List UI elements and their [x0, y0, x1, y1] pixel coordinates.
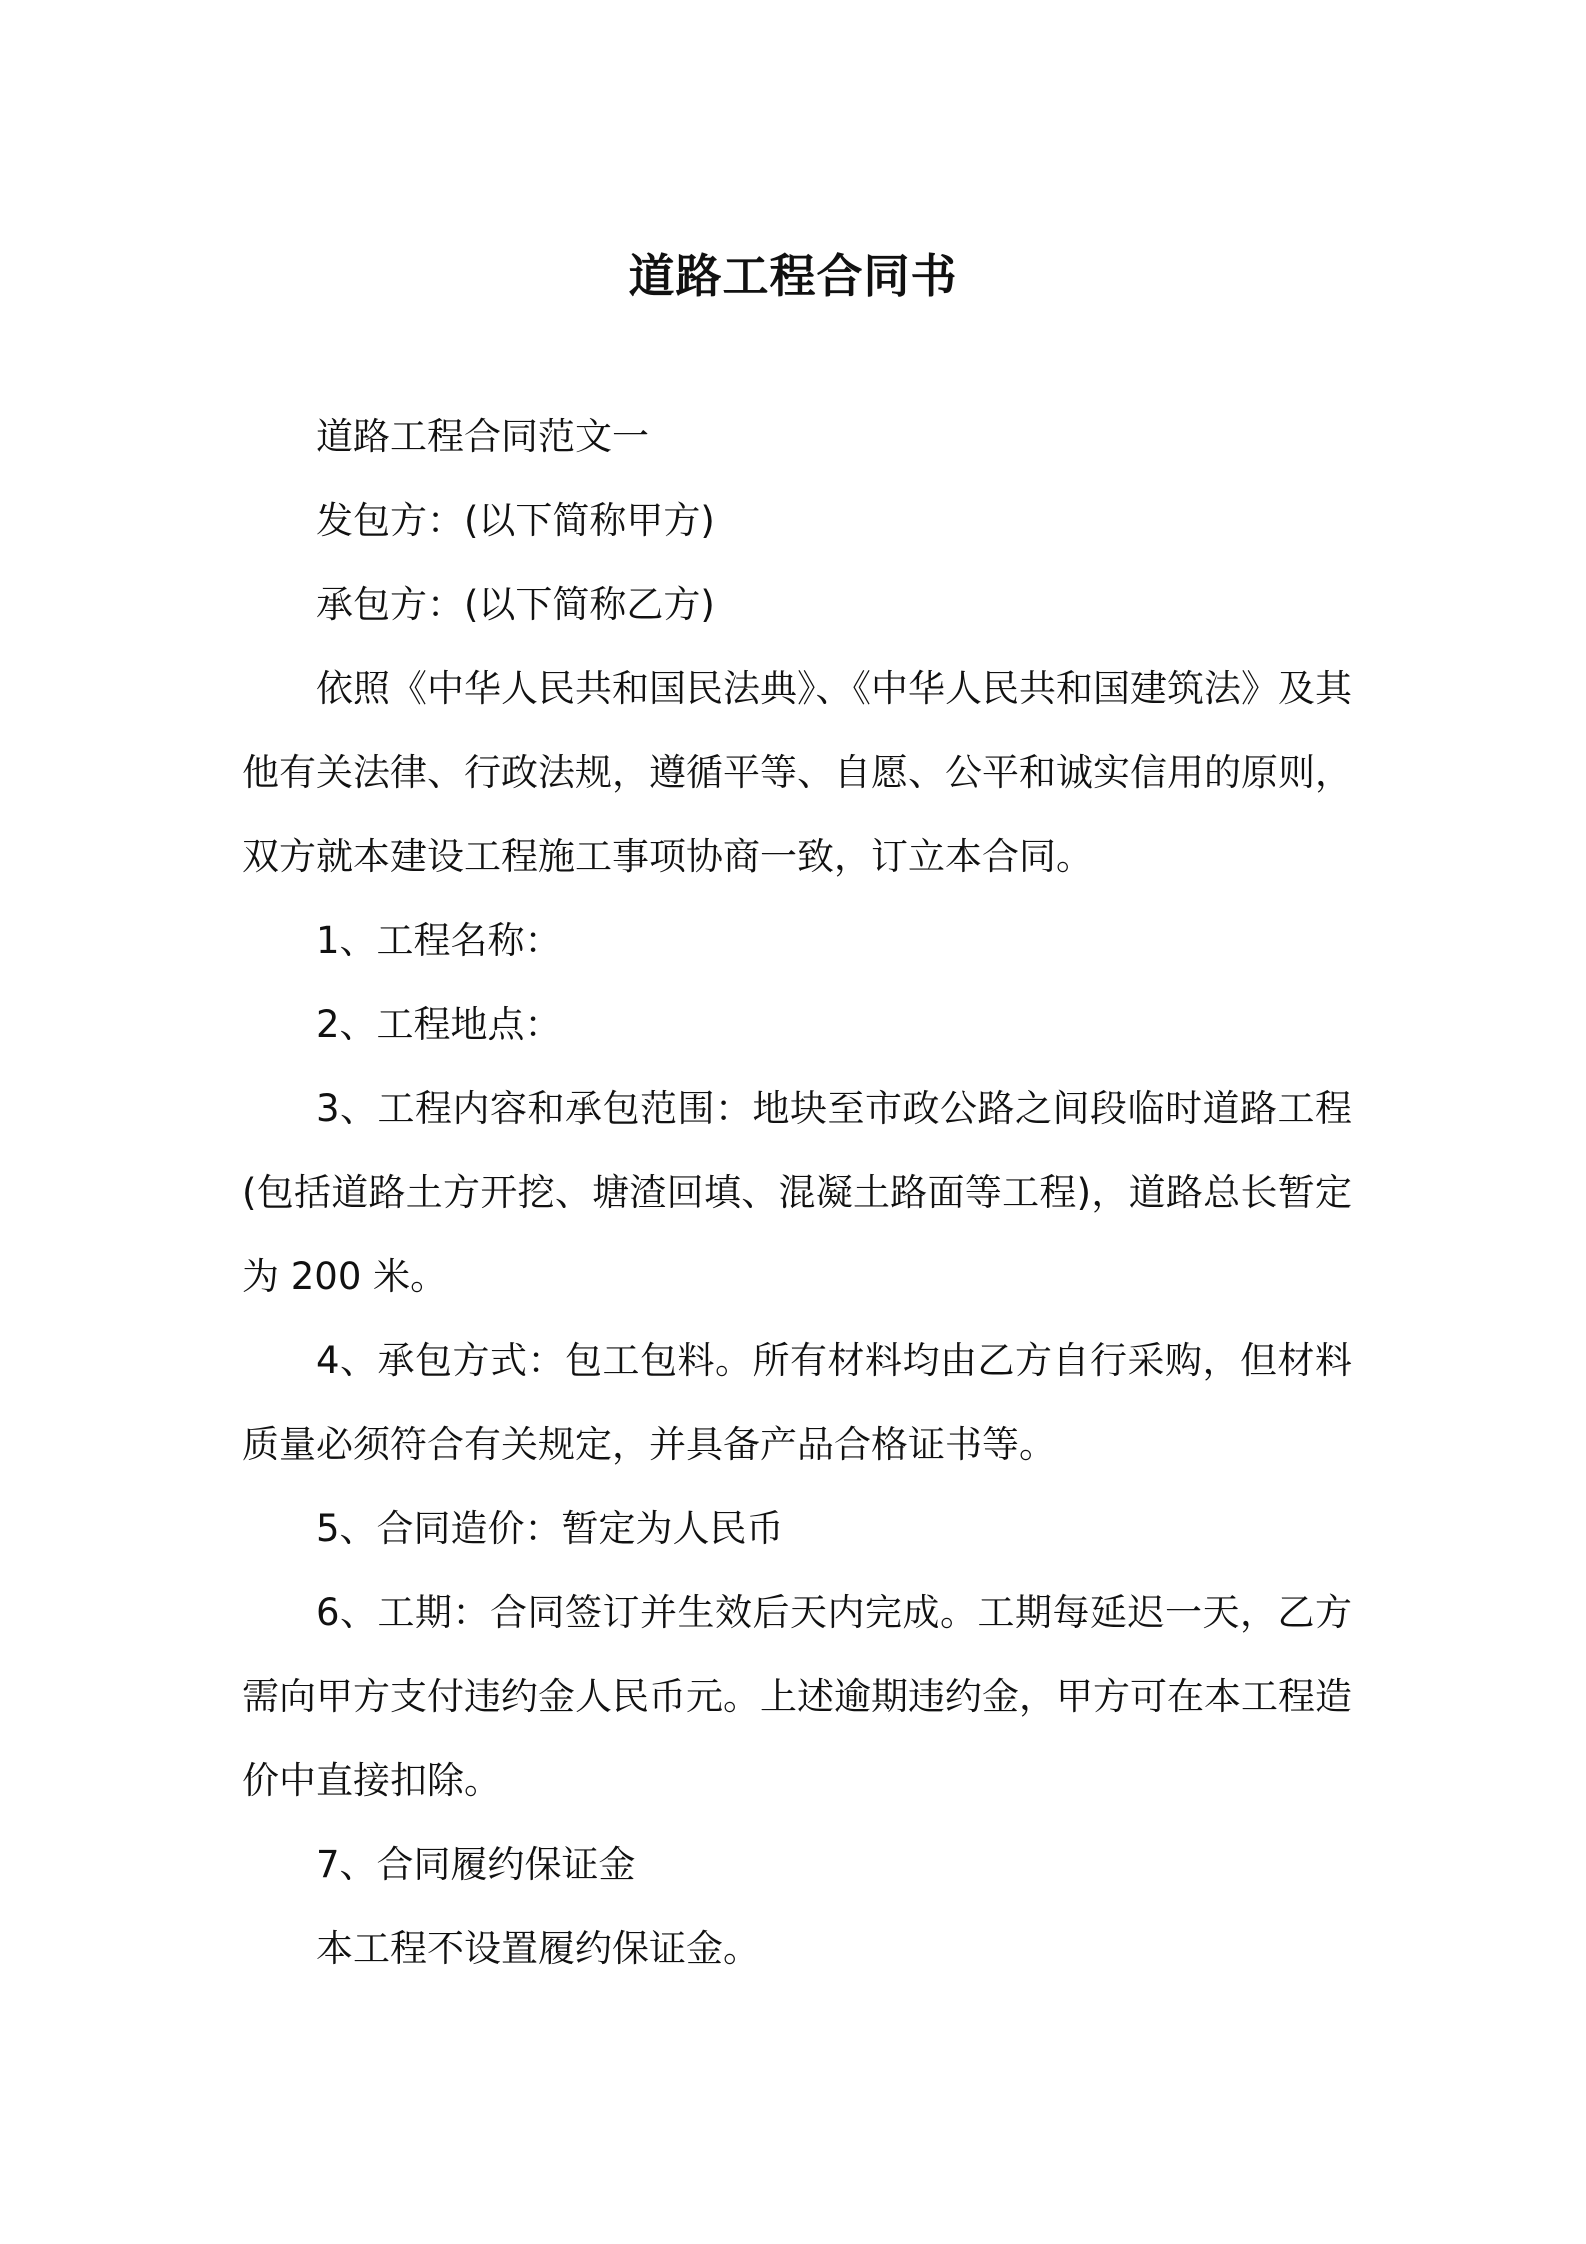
clause-performance-bond: 7、合同履约保证金 [316, 1843, 636, 1886]
document-title: 道路工程合同书 [628, 248, 958, 303]
clause-project-scope: 3、工程内容和承包范围：地块至市政公路之间段临时道路工程(包括道路土方开挖、塘渣回填、混凝土路面等工程)，道路总长暂定为 200 米。 [242, 1087, 1352, 1298]
contract-sample-heading: 道路工程合同范文一 [316, 415, 649, 458]
clause-contract-price: 5、合同造价：暂定为人民币 [316, 1507, 784, 1550]
clause-project-location: 2、工程地点： [316, 1003, 562, 1046]
party-b-line: 承包方：(以下简称乙方) [316, 583, 715, 626]
party-a-line: 发包方：(以下简称甲方) [316, 499, 715, 542]
legal-basis-paragraph: 依照《中华人民共和国民法典》、《中华人民共和国建筑法》及其他有关法律、行政法规，遵循平等、自愿、公平和诚实信用的原则，双方就本建设工程施工事项协商一致，订立本合同。 [242, 667, 1352, 878]
clause-project-name: 1、工程名称： [316, 919, 562, 962]
clause-contract-method: 4、承包方式：包工包料。所有材料均由乙方自行采购，但材料质量必须符合有关规定，并具备产品合格证书等。 [242, 1339, 1352, 1466]
clause-construction-period: 6、工期：合同签订并生效后天内完成。工期每延迟一天，乙方需向甲方支付违约金人民币元。上述逾期违约金，甲方可在本工程造价中直接扣除。 [242, 1591, 1352, 1802]
performance-bond-note: 本工程不设置履约保证金。 [316, 1927, 760, 1970]
document-body [242, 395, 1352, 1991]
